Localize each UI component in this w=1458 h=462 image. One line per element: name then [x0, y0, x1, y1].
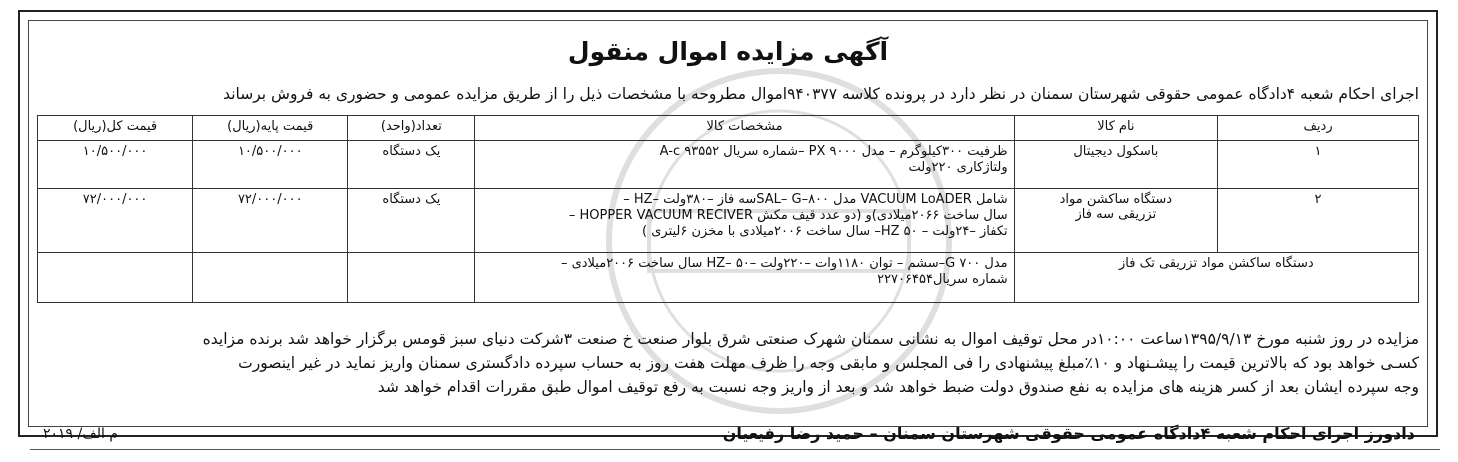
- spec-line: مدل G ۷۰۰–سشم – توان ۱۱۸۰وات –۲۲۰ولت –HZ– ۵۰ سال ساخت ۲۰۰۶میلادی –: [560, 256, 1008, 271]
- bottom-divider: [30, 449, 1440, 450]
- cell-total-price: ۱۰/۵۰۰/۰۰۰: [38, 141, 193, 189]
- cell-row-number: ۱: [1218, 141, 1419, 189]
- cell-total-price: ۷۲/۰۰۰/۰۰۰: [38, 189, 193, 253]
- cell-row-number: ۲: [1218, 189, 1419, 253]
- cell-base-price: ۷۲/۰۰۰/۰۰۰: [193, 189, 348, 253]
- cell-quantity: یک دستگاه: [348, 141, 475, 189]
- cell-item-name: باسکول دیجیتال: [1014, 141, 1217, 189]
- cell-item-spec: [475, 189, 1014, 253]
- header-quantity: تعداد(واحد): [348, 116, 475, 141]
- cell-quantity: یک دستگاه: [348, 189, 475, 253]
- cell-base-price: ۱۰/۵۰۰/۰۰۰: [193, 141, 348, 189]
- terms-line: وجه سپرده ایشان بعد از کسر هزینه های مزایده به نفع صندوق دولت ضبط خواهد شد و بعد از واریز وجه نسبت به رفع توقیف اموال طبق مقررات اقدام خواهد شد: [377, 378, 1419, 396]
- notice-frame: [18, 10, 1438, 443]
- cell-total-price: [38, 253, 193, 303]
- header-item-name: نام کالا: [1014, 116, 1217, 141]
- items-table: [37, 115, 1419, 303]
- terms-line: کسـی خواهد بود که بالاترین قیمت را پیشـنهاد و ۱۰٪مبلغ پیشنهادی را فی المجلس و مابقی وجه را ظرف مهلت هفت روز به حساب سپرده دادگستری سمنان واریز نماید در غیر اینصورت: [238, 354, 1419, 372]
- item-name-line: تزریقی سه فاز: [1075, 207, 1157, 222]
- header-base-price: قیمت پایه(ریال): [193, 116, 348, 141]
- table-header-row: [38, 116, 1419, 141]
- notice-title: آگهی مزایده اموال منقول: [567, 37, 889, 66]
- cell-item-spec: [475, 141, 1014, 189]
- spec-line: تکفاز –۲۴ولت – ۵۰ HZ– سال ساخت ۲۰۰۶میلادی با مخزن ۶لیتری ): [642, 224, 1008, 239]
- table-row: [38, 141, 1419, 189]
- table-row: [38, 189, 1419, 253]
- notice-inner-border: [28, 20, 1428, 443]
- auction-terms: [37, 327, 1419, 399]
- spec-line: شماره سریال۲۲۷۰۶۴۵۴: [877, 272, 1008, 287]
- terms-line: مزایده در روز شنبه مورخ ۱۳۹۵/۹/۱۳ساعت ۱۰:۰۰در محل توقیف اموال به نشانی سمنان شهرک صنعتی شرق بلوار صنعت خ صنعت ۳شرکت دنیای سبز قومس برگزار خواهد شد برنده مزایده: [202, 330, 1419, 348]
- header-total-price: قیمت کل(ریال): [38, 116, 193, 141]
- cell-item-name: [1014, 189, 1217, 253]
- spec-line: شامل VACUUM LoADER مدل SAL– G–۸۰۰سه فاز –۳۸۰ولت –HZ –: [623, 192, 1008, 207]
- header-item-spec: مشخصات کالا: [475, 116, 1014, 141]
- reference-number: م الف/ ۲۰۱۹: [43, 426, 119, 442]
- signature: دادورز اجرای احکام شعبه ۴دادگاه عمومی حقوقی شهرستان سمنان – حمید رضا رفیعیان: [722, 424, 1415, 443]
- item-name-line: دستگاه ساکشن مواد: [1059, 192, 1173, 207]
- spec-line: ظرفیت ۳۰۰کیلوگرم – مدل ۹۰۰۰ PX –شماره سریال A-c ۹۳۵۵۲: [659, 144, 1008, 159]
- spec-line: سال ساخت ۲۰۶۶میلادی)و (دو عدد قیف مکش HOPPER VACUUM RECIVER –: [568, 208, 1008, 223]
- notice-intro: اجرای احکام شعبه ۴دادگاه عمومی حقوقی شهرستان سمنان در نظر دارد در پرونده کلاسه ۹۴۰۳۷۷اموال مطروحه با مشخصات ذیل را از طریق مزایده عمومی و حضوری به فروش برساند: [223, 85, 1419, 103]
- table-row: [38, 253, 1419, 303]
- cell-base-price: [193, 253, 348, 303]
- cell-item-name: دستگاه ساکشن مواد تزریقی تک فاز: [1014, 253, 1418, 303]
- cell-quantity: [348, 253, 475, 303]
- header-row-number: ردیف: [1218, 116, 1419, 141]
- cell-item-spec: [475, 253, 1014, 303]
- spec-line: ولتاژکاری ۲۲۰ولت: [908, 160, 1008, 175]
